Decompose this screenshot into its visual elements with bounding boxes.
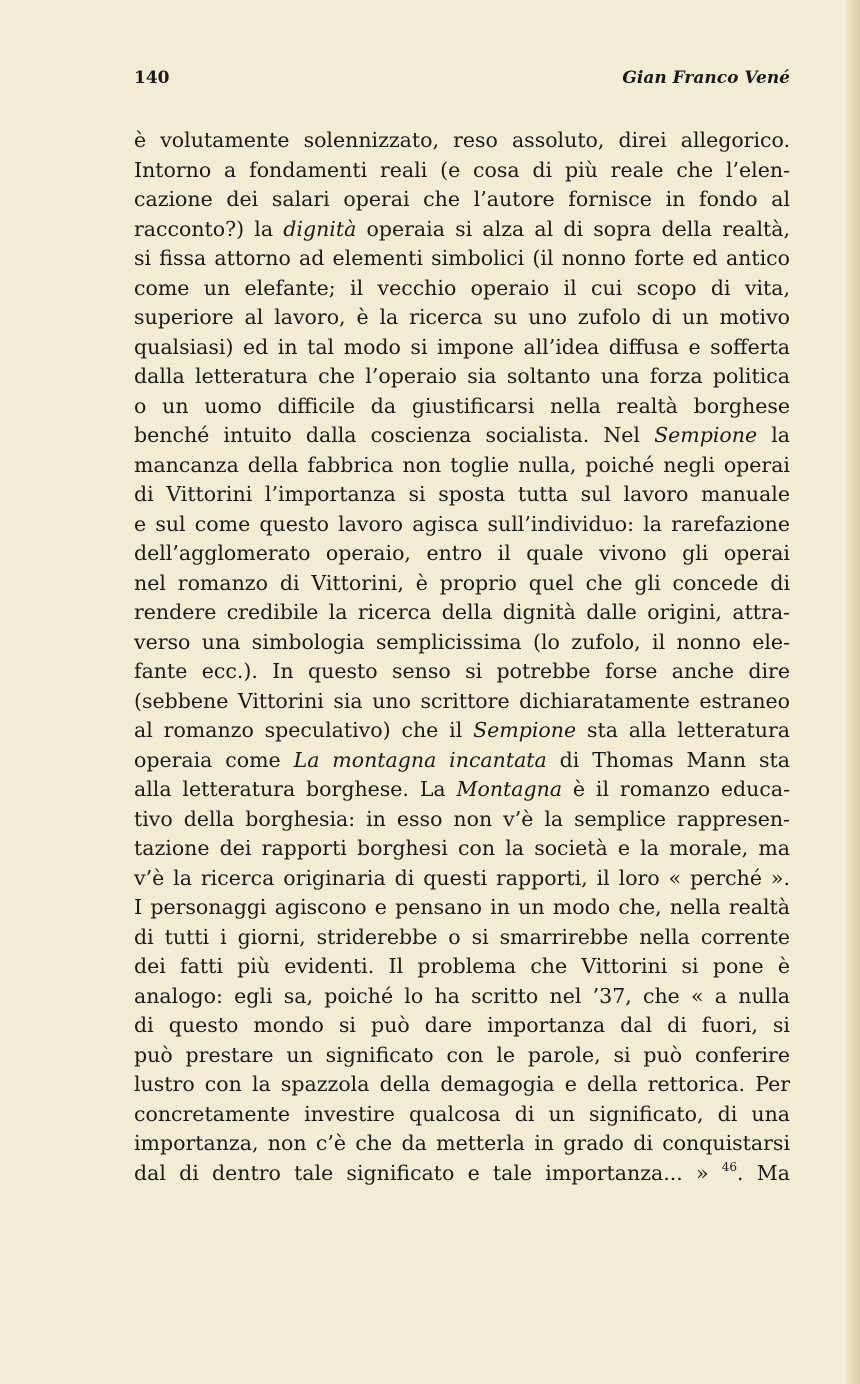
text-segment: qualsiasi) ed in tal modo si impone all’idea diffusa e sofferta (134, 334, 790, 359)
text-segment: dell’agglomerato operaio, entro il quale vivono gli operai (134, 541, 790, 565)
page-number: 140 (134, 68, 170, 88)
text-segment: dei fatti più evidenti. Il problema che Vittorini si pone è (134, 954, 790, 978)
text-segment: tazione dei rapporti borghesi con la società e la morale, ma (134, 836, 790, 860)
text-segment: di questo mondo si può dare importanza dal di fuori, si (134, 1013, 790, 1037)
text-line (134, 1011, 790, 1041)
text-line (134, 834, 790, 864)
text-segment: verso una simbologia semplicissima (lo zufolo, il nonno ele- (134, 629, 790, 654)
text-segment: può prestare un significato con le parole, si può conferire (134, 1042, 790, 1067)
text-segment: la (757, 423, 791, 447)
text-segment: di tutti i giorni, striderebbe o si smarrirebbe nella corrente (134, 924, 790, 949)
text-segment: operaia come (134, 747, 294, 772)
page-header (134, 68, 790, 98)
text-segment: benché intuito dalla coscienza socialista. Nel (134, 423, 655, 447)
body-text (134, 126, 790, 1188)
text-line (134, 569, 790, 599)
text-line (134, 1129, 790, 1159)
text-line (134, 392, 790, 422)
text-line (134, 1159, 790, 1189)
text-segment: superiore al lavoro, è la ricerca su uno zufolo di un motivo (134, 305, 790, 329)
text-segment: dal di dentro tale significato e tale importanza... » (134, 1160, 722, 1185)
text-line (134, 864, 790, 894)
text-segment: Intorno a fondamenti reali (e cosa di più reale che l’elen- (134, 157, 790, 182)
text-line (134, 746, 790, 776)
text-segment: sta alla letteratura (576, 718, 790, 742)
text-segment: e sul come questo lavoro agisca sull’individuo: la rarefazione (134, 511, 790, 536)
text-line (134, 451, 790, 481)
text-line (134, 539, 790, 569)
text-line (134, 274, 790, 304)
text-line (134, 952, 790, 982)
text-segment: alla letteratura borghese. La (134, 777, 457, 801)
text-line (134, 1041, 790, 1071)
text-segment: v’è la ricerca originaria di questi rapporti, il loro « perché ». (134, 865, 790, 890)
text-line (134, 805, 790, 835)
text-line (134, 244, 790, 274)
text-line (134, 687, 790, 717)
text-segment: analogo: egli sa, poiché lo ha scritto nel ’37, che « a nulla (134, 983, 790, 1008)
text-line (134, 657, 790, 687)
text-segment: concretamente investire qualcosa di un significato, di una (134, 1101, 790, 1126)
text-line (134, 982, 790, 1012)
text-segment: rendere credibile la ricerca della dignità dalle origini, attra- (134, 600, 790, 624)
text-line (134, 185, 790, 215)
text-line (134, 598, 790, 628)
italic-title: Sempione (473, 718, 577, 742)
text-line (134, 303, 790, 333)
text-line (134, 893, 790, 923)
text-segment: al romanzo speculativo) che il (134, 718, 474, 742)
text-segment: cazione dei salari operai che l’autore fornisce in fondo al (134, 187, 790, 211)
text-line (134, 1070, 790, 1100)
text-line (134, 126, 790, 156)
text-segment: tivo della borghesia: in esso non v’è la semplice rappresen- (134, 806, 790, 831)
running-head-author: Gian Franco Vené (622, 68, 790, 88)
text-line (134, 156, 790, 186)
italic-title: dignità (283, 216, 357, 241)
text-segment: di Vittorini l’importanza si sposta tutta sul lavoro manuale (134, 482, 790, 506)
text-line (134, 333, 790, 363)
text-segment: è il romanzo educa- (562, 777, 790, 801)
text-line (134, 215, 790, 245)
text-line (134, 923, 790, 953)
text-line (134, 716, 790, 746)
text-line (134, 628, 790, 658)
text-segment: si fissa attorno ad elementi simbolici (il nonno forte ed antico (134, 246, 790, 270)
text-line (134, 510, 790, 540)
text-segment: racconto?) la (134, 216, 284, 241)
text-line (134, 1100, 790, 1130)
italic-title: La montagna incantata (293, 747, 547, 772)
text-segment: mancanza della fabbrica non toglie nulla, poiché negli operai (134, 452, 790, 477)
text-segment: operaia si alza al di sopra della realtà, (356, 216, 790, 241)
text-segment: è volutamente solennizzato, reso assoluto, direi allegorico. (134, 128, 790, 152)
text-line (134, 362, 790, 392)
text-segment: di Thomas Mann sta (546, 747, 790, 772)
text-line (134, 480, 790, 510)
text-segment: I personaggi agiscono e pensano in un modo che, nella realtà (134, 895, 790, 919)
italic-title: Montagna (456, 777, 563, 801)
page-edge-shadow (846, 0, 860, 1384)
text-line (134, 775, 790, 805)
text-line (134, 421, 790, 451)
text-segment: . Ma (737, 1160, 790, 1185)
text-segment: lustro con la spazzola della demagogia e della rettorica. Per (134, 1072, 790, 1096)
text-segment: importanza, non c’è che da metterla in grado di conquistarsi (134, 1131, 790, 1155)
text-segment: nel romanzo di Vittorini, è proprio quel che gli concede di (134, 570, 790, 595)
footnote-ref: 46 (721, 1159, 738, 1174)
italic-title: Sempione (654, 423, 758, 447)
text-segment: come un elefante; il vecchio operaio il cui scopo di vita, (134, 275, 790, 300)
text-segment: fante ecc.). In questo senso si potrebbe forse anche dire (134, 659, 790, 683)
text-segment: dalla letteratura che l’operaio sia soltanto una forza politica (134, 364, 790, 388)
text-segment: o un uomo difficile da giustificarsi nella realtà borghese (134, 393, 790, 418)
text-segment: (sebbene Vittorini sia uno scrittore dichiaratamente estraneo (134, 688, 790, 713)
